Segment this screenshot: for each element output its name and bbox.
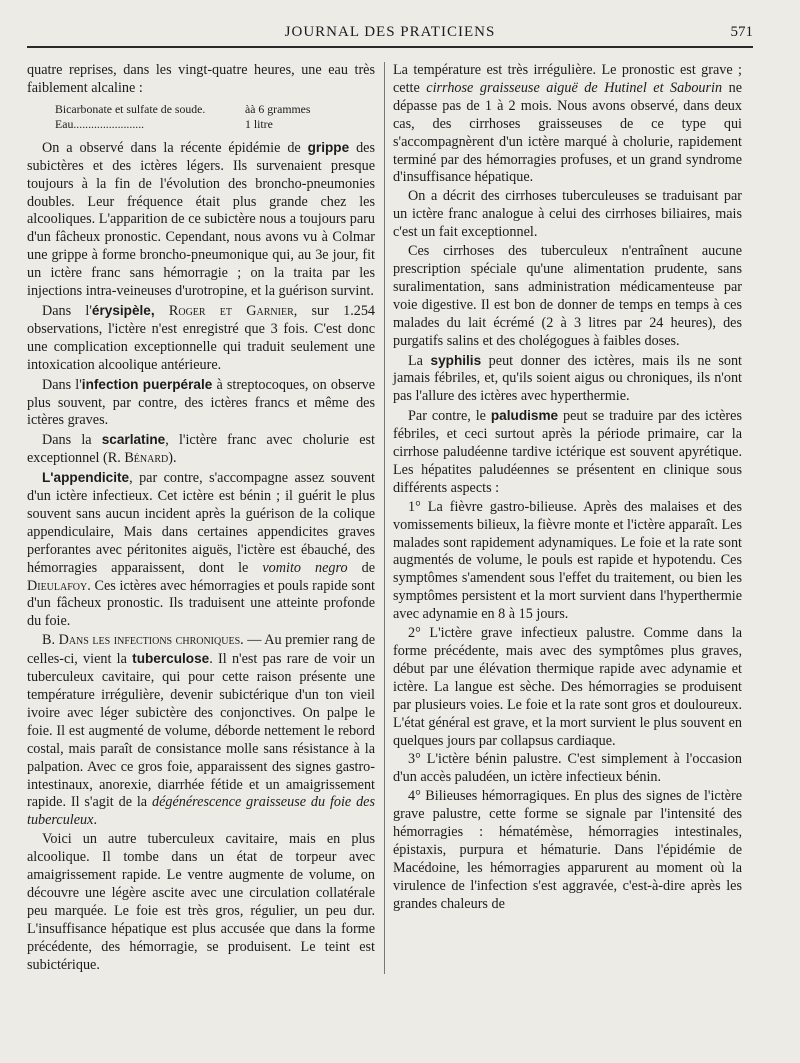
journal-title: JOURNAL DES PRATICIENS [284,24,496,40]
paragraph-tuberculose: B. Dans les infections chroniques. — Au premier rang de celles-ci, vient la tuberculose. Il n'est pas rare de voir un tuberculeux cavitaire, qui pour cette raison présente une température irrégulière, devenir subictérique d'un ton vieil ivoire avec léger subictère des conjonctives. On palpe le foie. Il est augmenté de volume, déborde nettement le rebord costal, mais paraît de consistance molle sans résistance à la palpation. Avec ce gros foie, apparaissent des signes gastro-intestinaux, anorexie, diarrhée fétide et un amaigrissement rapide. Il s'agit de la dégénérescence graisseuse du foie des tuberculeux. [27,632,375,829]
paragraph-cirrhose: La température est très irrégulière. Le pronostic est grave ; cette cirrhose graisseuse aiguë de Hutinel et Sabourin ne dépasse pas de 1 à 2 mois. Nous avons observé, dans deux cas, des cirrhoses graisseuses de ce type qui s'accompagnèrent d'un ictère marqué à cholurie, rapidement terminé par des hémorragies profuses, et un grand syndrome d'insuffisance hépatique. [393,62,742,186]
paragraph-puerperale: Dans l'infection puerpérale à streptocoques, on observe plus souvent, par contre, des ictères francs et même des ictères graves. [27,376,375,429]
paragraph-erysipele: Dans l'érysipèle, Roger et Garnier, sur 1.254 observations, l'ictère n'est enregistré que 3 fois. C'est donc une complication exceptionnelle qui traduit seulement une intoxication alcoolique antérieure. [27,302,376,373]
prescription-formula [55,102,375,133]
paragraph-item-1: 1° La fièvre gastro-bilieuse. Après des malaises et des vomissements bilieux, la fièvre monte et l'ictère apparaît. Les malades sont rapidement adynamiques. Le foie et la rate sont augmentés de volume, le pouls est rapide et hypotendu. Ces symptômes s'amendent sous l'effet du traitement, ou bien les symptômes persistent et la mort survient dans l'hyperthermie avec adynamie en 8 à 15 jours. [393,498,742,623]
paragraph-item-4: 4° Bilieuses hémorragiques. En plus des signes de l'ictère grave palustre, cette forme se signale par l'intensité des hémorragies : hématémèse, hémorragies intestinales, épistaxis, purpura et hématurie. Dans l'épidémie de Macédoine, les hémorragies apparurent au moment où la virulence de l'infection s'est aggravée, c'est-à-dire après les grandes chaleurs de [393,788,742,912]
formula-line: Eau........................ 1 litre [55,117,273,132]
paragraph: Voici un autre tuberculeux cavitaire, mais en plus alcoolique. Il tombe dans un état de torpeur avec amaigrissement rapide. Le ventre augmente de volume, on découvre une légère ascite avec une circulation collatérale peu marquée. Le foie est très gros, régulier, un peu dur. L'insuffisance hépatique est plus accusée que dans la forme précédente, des hémorragie, se produisent. Le teint est subictérique. [27,831,375,973]
paragraph-syphilis: La syphilis peut donner des ictères, mais ils ne sont jamais fébriles, et, qu'ils soient aigus ou chroniques, ils n'ont pas l'allure des ictères avec hyperthermie. [393,352,743,405]
paragraph-item-2: 2° L'ictère grave infectieux palustre. Comme dans la forme précédente, mais avec des symptômes plus graves, début par une élévation thermique rapide avec adynamie et ictère. La langue est sèche. Des hémorragies se produisent par plusieurs voies. Le foie et la rate sont gros et douloureux. L'état général est grave, et la mort survient le plus souvent en quelques jours par collapsus cardiaque. [393,625,742,749]
left-column [27,62,375,976]
column-divider [384,62,385,974]
paragraph-scarlatine: Dans la scarlatine, l'ictère franc avec cholurie est exceptionnel (R. Bénard). [27,432,375,467]
page-number: 571 [730,24,753,40]
header-rule [27,46,753,48]
paragraph-item-3: 3° L'ictère bénin palustre. C'est simplement à l'occasion d'un accès paludéen, un ictère infectieux bénin. [393,751,742,786]
paragraph-appendicite: L'appendicite, par contre, s'accompagne assez souvent d'un ictère infectieux. Cet ictère est bénin ; il guérit le plus souvent sans aucun incident après la guérison de la colique appendiculaire, Mais dans certaines appendicites graves perforantes avec péritonites aiguës, l'ictère est ébauché, des hémorragies apparaissent, dont le vomito negro de Dieulafoy. Ces ictères avec hémorragies et pouls rapide sont d'un fâcheux pronostic. Ils traduisent une atteinte profonde du foie. [27,470,375,630]
paragraph: quatre reprises, dans les vingt-quatre heures, une eau très faiblement alcaline : [27,62,375,96]
right-column [393,62,742,915]
paragraph-paludisme: Par contre, le paludisme peut se traduire par des ictères fébriles, et ceci surtout après la période primaire, car la cirrhose paludéenne tardive ictérique est souvent apyrétique. Les hépatites paludéennes se présentent en clinique sous différents aspects : [393,408,742,496]
running-header [27,24,753,44]
formula-line: Bicarbonate et sulfate de soude. àà 6 grammes [55,101,311,116]
paragraph: Ces cirrhoses des tuberculeux n'entraînent aucune prescription spéciale qu'une alimentation prudente, sans suralimentation, sans administration médicamenteuse par voie digestive. Il est bon de donner de temps en temps à ces malades du lait écrémé (2 à 3 litres par 24 heures), des purgatifs salins et des cholégogues à faibles doses. [393,243,742,349]
paragraph: On a décrit des cirrhoses tuberculeuses se traduisant par un ictère franc analogue à celui des cirrhoses biliaires, mais c'est un fait exceptionnel. [393,188,742,241]
paragraph-grippe: On a observé dans la récente épidémie de grippe des subictères et des ictères légers. Ils survenaient presque toujours à la fin de l'évolution des broncho-pneumonies doubles. Leur fréquence était plus grande chez les alcooliques. L'apparition de ce subictère nous a toujours paru d'un fâcheux pronostic. Cependant, nous avons vu à Colmar une grippe à forme broncho-pneumonique qui, au 3e jour, fit un ictère franc sans hémorragie ; on la traita par les injections intra-veineuses d'urotropine, et la guérison survint. [27,139,375,300]
